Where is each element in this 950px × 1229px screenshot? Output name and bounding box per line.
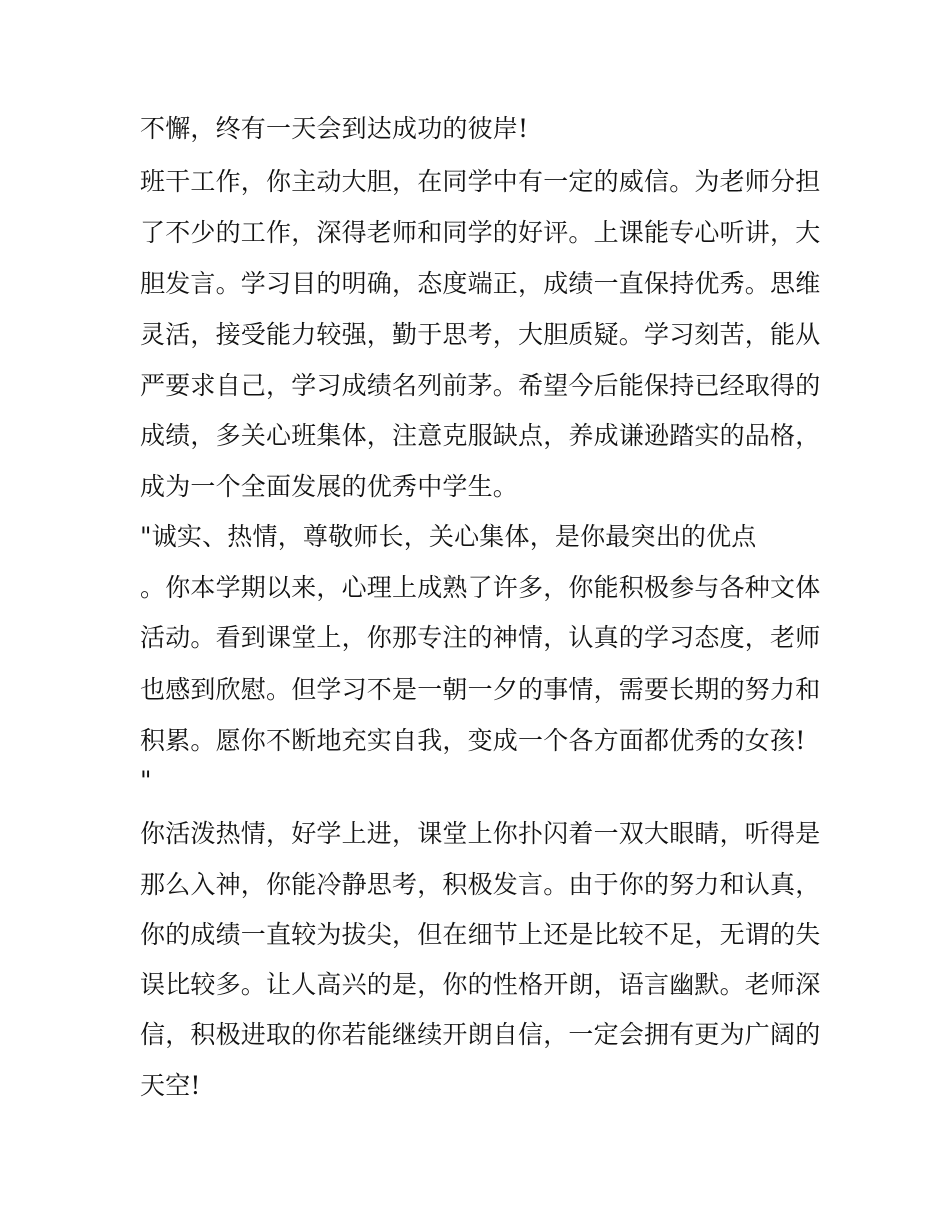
text-line: 严要求自己，学习成绩名列前茅。希望今后能保持已经取得的 (140, 371, 821, 400)
text-line: 你的成绩一直较为拔尖，但在细节上还是比较不足，无谓的失 (140, 920, 821, 949)
text-line: 。你本学期以来，心理上成熟了许多，你能积极参与各种文体 (140, 573, 821, 602)
text-line: 你活泼热情，好学上进，课堂上你扑闪着一双大眼睛，听得是 (140, 819, 821, 848)
text-line: 那么入神，你能冷静思考，积极发言。由于你的努力和认真， (140, 870, 821, 899)
text-line: 也感到欣慰。但学习不是一朝一夕的事情，需要长期的努力和 (140, 675, 821, 704)
text-line: 活动。看到课堂上，你那专注的神情，认真的学习态度，老师 (140, 623, 821, 652)
text-line: 了不少的工作，深得老师和同学的好评。上课能专心听讲，大 (140, 218, 821, 247)
text-line: 不懈，终有一天会到达成功的彼岸! (140, 114, 529, 143)
text-line: 信，积极进取的你若能继续开朗自信，一定会拥有更为广阔的 (140, 1020, 821, 1049)
text-line: "诚实、热情，尊敬师长，关心集体，是你最突出的优点 (140, 522, 757, 551)
text-line: 误比较多。让人高兴的是，你的性格开朗，语言幽默。老师深 (140, 970, 821, 999)
text-line: 胆发言。学习目的明确，态度端正，成绩一直保持优秀。思维 (140, 269, 821, 298)
text-line: 积累。愿你不断地充实自我，变成一个各方面都优秀的女孩! (140, 726, 806, 755)
text-line: 天空! (140, 1071, 201, 1100)
text-line: 灵活，接受能力较强，勤于思考，大胆质疑。学习刻苦，能从 (140, 320, 821, 349)
text-line: " (140, 766, 152, 795)
text-line: 成为一个全面发展的优秀中学生。 (140, 472, 519, 501)
text-line: 成绩，多关心班集体，注意克服缺点，养成谦逊踏实的品格， (140, 421, 821, 450)
text-line: 班干工作，你主动大胆，在同学中有一定的威信。为老师分担 (140, 167, 821, 196)
